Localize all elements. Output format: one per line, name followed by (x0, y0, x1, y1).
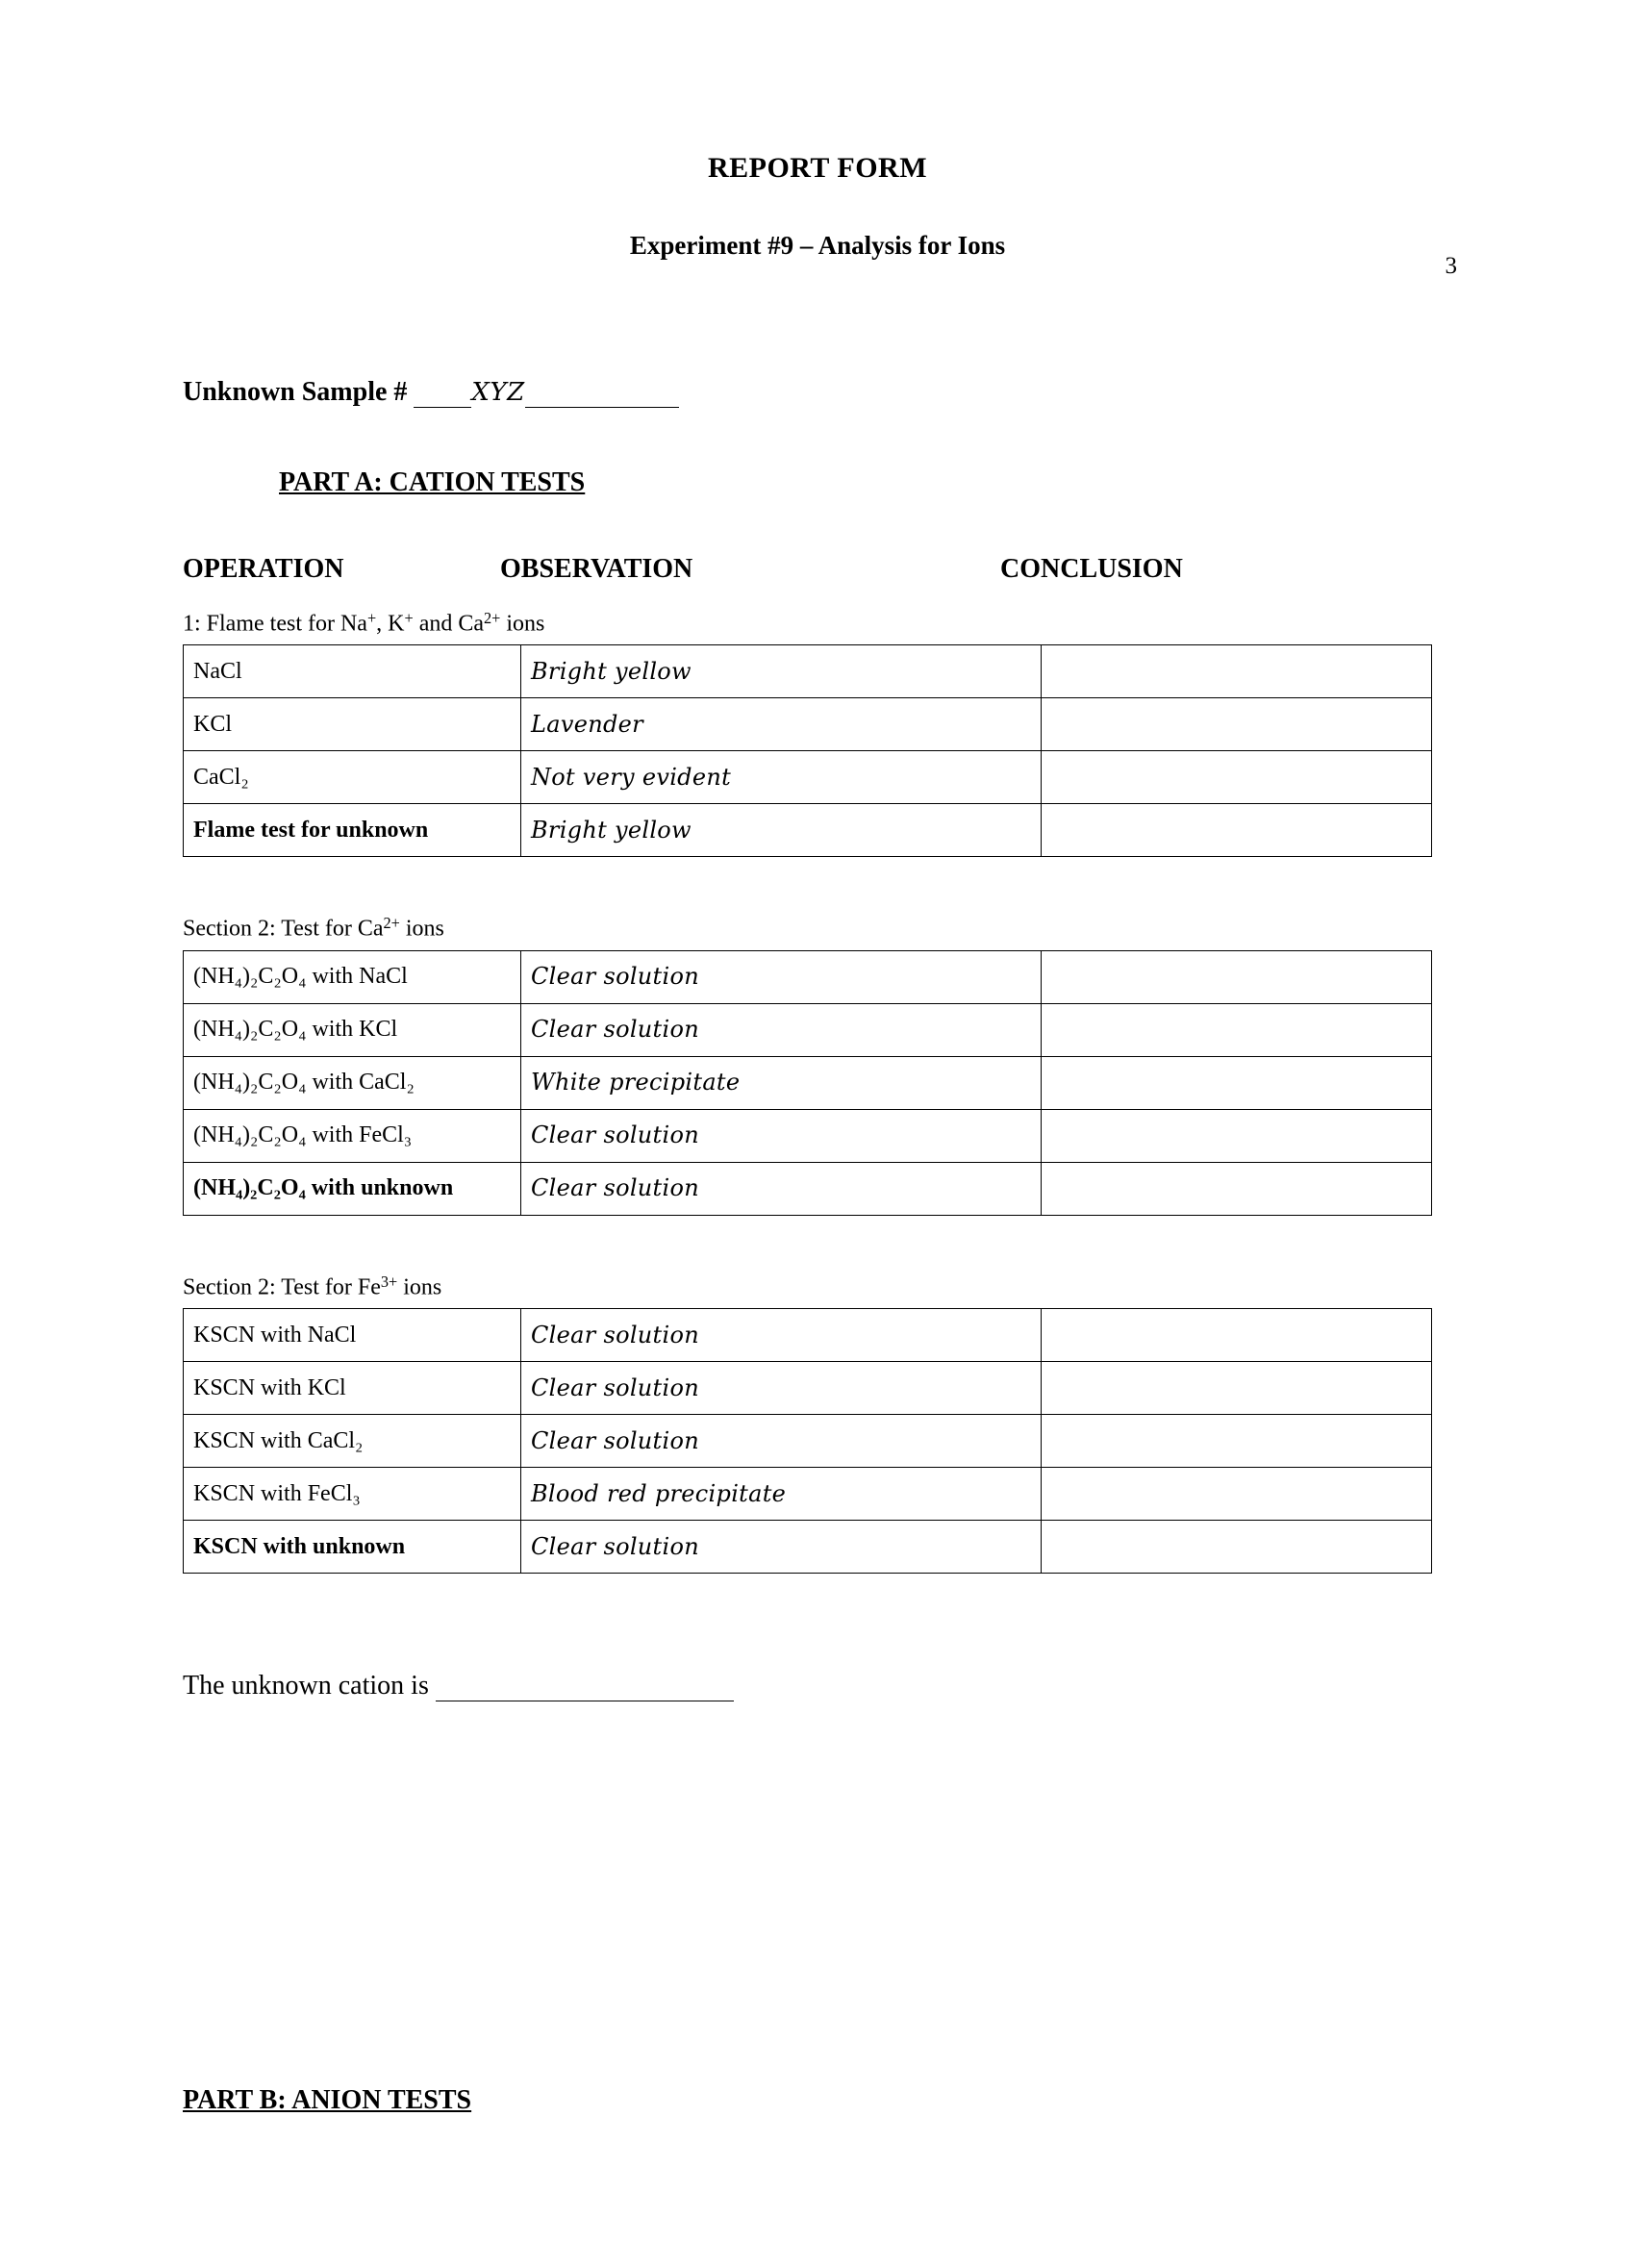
table-row (184, 1521, 1432, 1574)
cell-operation: (NH₄)₂C₂O₄ with NaCl (184, 950, 521, 1003)
cell-operation: (NH₄)₂C₂O₄ with FeCl₃ (184, 1109, 521, 1162)
cell-conclusion[interactable] (1042, 1309, 1432, 1362)
unknown-cation-line (183, 1670, 1452, 1701)
observation-text: Clear solution (531, 1174, 699, 1202)
column-header-conclusion: CONCLUSION (1000, 554, 1183, 584)
cell-operation: KSCN with FeCl₃ (184, 1468, 521, 1521)
document-page (0, 152, 1635, 2268)
section-1-label-suffix: ions (500, 611, 545, 637)
table-row (184, 698, 1432, 751)
cell-observation[interactable] (521, 1468, 1042, 1521)
unknown-sample-blank (414, 376, 471, 408)
cell-operation: KSCN with unknown (184, 1521, 521, 1574)
cell-operation: (NH₄)₂C₂O₄ with CaCl₂ (184, 1056, 521, 1109)
cell-conclusion[interactable] (1042, 1003, 1432, 1056)
column-header-observation: OBSERVATION (500, 554, 693, 584)
cell-observation[interactable] (521, 1109, 1042, 1162)
cell-conclusion[interactable] (1042, 1468, 1432, 1521)
observation-text: Clear solution (531, 1426, 699, 1454)
unknown-cation-blank[interactable] (436, 1670, 734, 1701)
observation-text: Bright yellow (531, 816, 692, 844)
cell-observation[interactable] (521, 1056, 1042, 1109)
observation-text: Clear solution (531, 1121, 699, 1149)
observation-text: Clear solution (531, 1373, 699, 1401)
section-2-fe-label-suffix: ions (397, 1274, 442, 1300)
unknown-sample-label: Unknown Sample # (183, 377, 408, 407)
observation-text: Blood red precipitate (531, 1479, 787, 1507)
cell-conclusion[interactable] (1042, 1109, 1432, 1162)
section-2-ca-table (183, 950, 1432, 1216)
cell-operation: KSCN with NaCl (184, 1309, 521, 1362)
section-1-table (183, 644, 1432, 857)
cell-conclusion[interactable] (1042, 698, 1432, 751)
unknown-sample-line (183, 376, 1452, 408)
cell-observation[interactable] (521, 1521, 1042, 1574)
table-row (184, 804, 1432, 857)
observation-text: Lavender (531, 710, 643, 738)
section-2-fe-label-prefix: Section 2: Test for Fe (183, 1274, 381, 1300)
cell-conclusion[interactable] (1042, 1521, 1432, 1574)
section-1-sup-2: + (404, 609, 414, 627)
page-subtitle: Experiment #9 – Analysis for Ions (629, 231, 1006, 260)
section-2-ca-label-suffix: ions (399, 916, 444, 942)
section-2-ca-label (183, 914, 1452, 942)
cell-observation[interactable] (521, 950, 1042, 1003)
table-row (184, 1003, 1432, 1056)
section-1-label-mid: , K (376, 611, 405, 637)
observation-text: Clear solution (531, 963, 699, 991)
cell-conclusion[interactable] (1042, 1056, 1432, 1109)
table-row (184, 751, 1432, 804)
unknown-cation-label: The unknown cation is (183, 1671, 429, 1701)
observation-text: White precipitate (531, 1069, 741, 1096)
table-row (184, 1162, 1432, 1215)
cell-observation[interactable] (521, 1162, 1042, 1215)
section-1-label (183, 609, 1452, 637)
column-header-operation: OPERATION (183, 554, 344, 584)
cell-observation[interactable] (521, 1415, 1042, 1468)
section-2-fe-sup: 3+ (380, 1272, 398, 1291)
cell-conclusion[interactable] (1042, 645, 1432, 698)
section-1-sup-3: 2+ (484, 609, 501, 627)
table-row (184, 1468, 1432, 1521)
cell-operation: CaCl₂ (184, 751, 521, 804)
section-1-label-prefix: 1: Flame test for Na (183, 611, 367, 637)
observation-text: Bright yellow (531, 657, 692, 685)
cell-operation: KSCN with KCl (184, 1362, 521, 1415)
cell-conclusion[interactable] (1042, 1362, 1432, 1415)
cell-conclusion[interactable] (1042, 1415, 1432, 1468)
cell-observation[interactable] (521, 698, 1042, 751)
observation-text: Not very evident (531, 763, 732, 791)
observation-text: Clear solution (531, 1532, 699, 1560)
cell-operation: (NH₄)₂C₂O₄ with unknown (184, 1162, 521, 1215)
part-b-heading: PART B: ANION TESTS (183, 2085, 472, 2115)
section-1-sup-1: + (366, 609, 377, 627)
cell-operation: NaCl (184, 645, 521, 698)
cell-operation: KCl (184, 698, 521, 751)
observation-text: Clear solution (531, 1321, 699, 1348)
section-1-label-mid-2: and Ca (413, 611, 485, 637)
cell-conclusion[interactable] (1042, 804, 1432, 857)
unknown-sample-blank-2 (525, 376, 679, 408)
cell-conclusion[interactable] (1042, 1162, 1432, 1215)
cell-operation: KSCN with CaCl₂ (184, 1415, 521, 1468)
table-row (184, 950, 1432, 1003)
table-row (184, 1415, 1432, 1468)
cell-observation[interactable] (521, 1309, 1042, 1362)
cell-observation[interactable] (521, 804, 1042, 857)
section-2-ca-label-prefix: Section 2: Test for Ca (183, 916, 384, 942)
cell-observation[interactable] (521, 645, 1042, 698)
cell-observation[interactable] (521, 1362, 1042, 1415)
table-row (184, 1109, 1432, 1162)
unknown-sample-value: XYZ (471, 378, 525, 407)
section-2-fe-label (183, 1273, 1452, 1300)
table-row (184, 645, 1432, 698)
cell-operation: (NH₄)₂C₂O₄ with KCl (184, 1003, 521, 1056)
cell-operation: Flame test for unknown (184, 804, 521, 857)
part-a-heading: PART A: CATION TESTS (279, 467, 586, 497)
observation-text: Clear solution (531, 1016, 699, 1044)
cell-observation[interactable] (521, 751, 1042, 804)
page-number: 3 (1445, 253, 1457, 279)
section-2-ca-sup: 2+ (383, 914, 400, 933)
table-row (184, 1056, 1432, 1109)
cell-conclusion[interactable] (1042, 950, 1432, 1003)
table-row (184, 1362, 1432, 1415)
column-headers (183, 554, 1452, 585)
cell-conclusion[interactable] (1042, 751, 1432, 804)
page-title: REPORT FORM (707, 152, 928, 184)
document-body (0, 152, 1635, 1701)
section-2-fe-table (183, 1308, 1432, 1574)
cell-observation[interactable] (521, 1003, 1042, 1056)
table-row (184, 1309, 1432, 1362)
